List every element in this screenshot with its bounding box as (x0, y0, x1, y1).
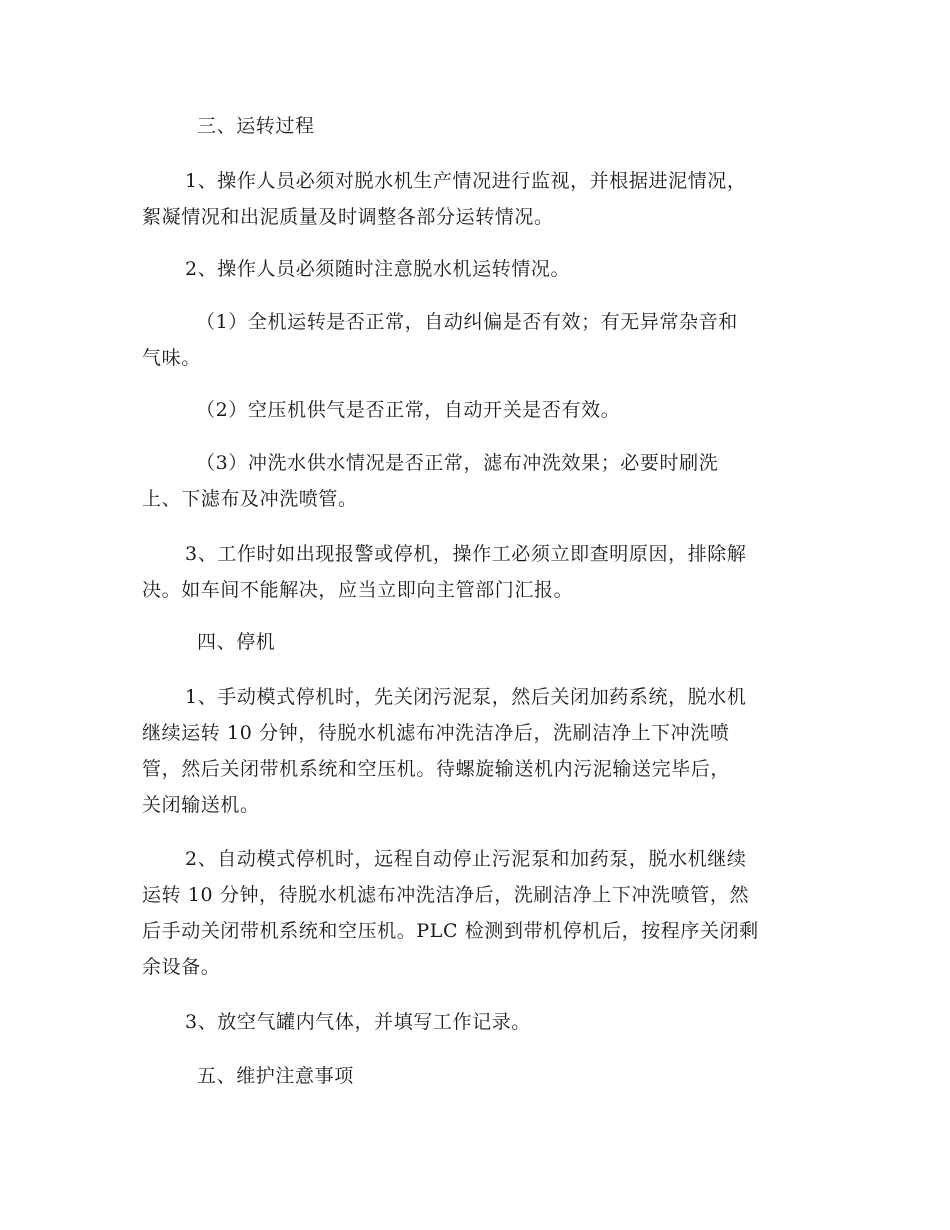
section-heading: 五、维护注意事项 (197, 1065, 354, 1087)
paragraph-line: 絮凝情况和出泥质量及时调整各部分运转情况。 (142, 206, 554, 228)
paragraph-line: （3）冲洗水供水情况是否正常，滤布冲洗效果；必要时刷洗 (196, 452, 719, 474)
section-heading: 四、停机 (197, 631, 276, 653)
paragraph-line: 管，然后关闭带机系统和空压机。待螺旋输送机内污泥输送完毕后， (142, 758, 731, 780)
paragraph-line: （2）空压机供气是否正常，自动开关是否有效。 (196, 399, 621, 421)
paragraph-line: 关闭输送机。 (142, 794, 260, 816)
paragraph-line: 运转 10 分钟，待脱水机滤布冲洗洁净后，洗刷洁净上下冲洗喷管，然 (142, 884, 750, 906)
paragraph-line: 继续运转 10 分钟，待脱水机滤布冲洗洁净后，洗刷洁净上下冲洗喷 (142, 722, 730, 744)
paragraph-line: 上、下滤布及冲洗喷管。 (142, 488, 358, 510)
paragraph-line: 决。如车间不能解决，应当立即向主管部门汇报。 (142, 579, 574, 601)
paragraph-line: 1、操作人员必须对脱水机生产情况进行监视，并根据进泥情况， (185, 170, 747, 192)
paragraph-line: 1、手动模式停机时，先关闭污泥泵，然后关闭加药系统，脱水机 (185, 686, 747, 708)
paragraph-line: （1）全机运转是否正常，自动纠偏是否有效；有无异常杂音和 (196, 311, 738, 333)
paragraph-line: 余设备。 (142, 956, 221, 978)
paragraph-line: 2、自动模式停机时，远程自动停止污泥泵和加药泵，脱水机继续 (185, 848, 747, 870)
paragraph-line: 3、放空气罐内气体，并填写工作记录。 (185, 1011, 531, 1033)
paragraph-line: 3、工作时如出现报警或停机，操作工必须立即查明原因，排除解 (185, 543, 747, 565)
paragraph-line: 后手动关闭带机系统和空压机。PLC 检测到带机停机后，按程序关闭剩 (142, 920, 759, 942)
section-heading: 三、运转过程 (197, 115, 315, 137)
paragraph-line: 2、操作人员必须随时注意脱水机运转情况。 (185, 258, 571, 280)
paragraph-line: 气味。 (142, 347, 201, 369)
